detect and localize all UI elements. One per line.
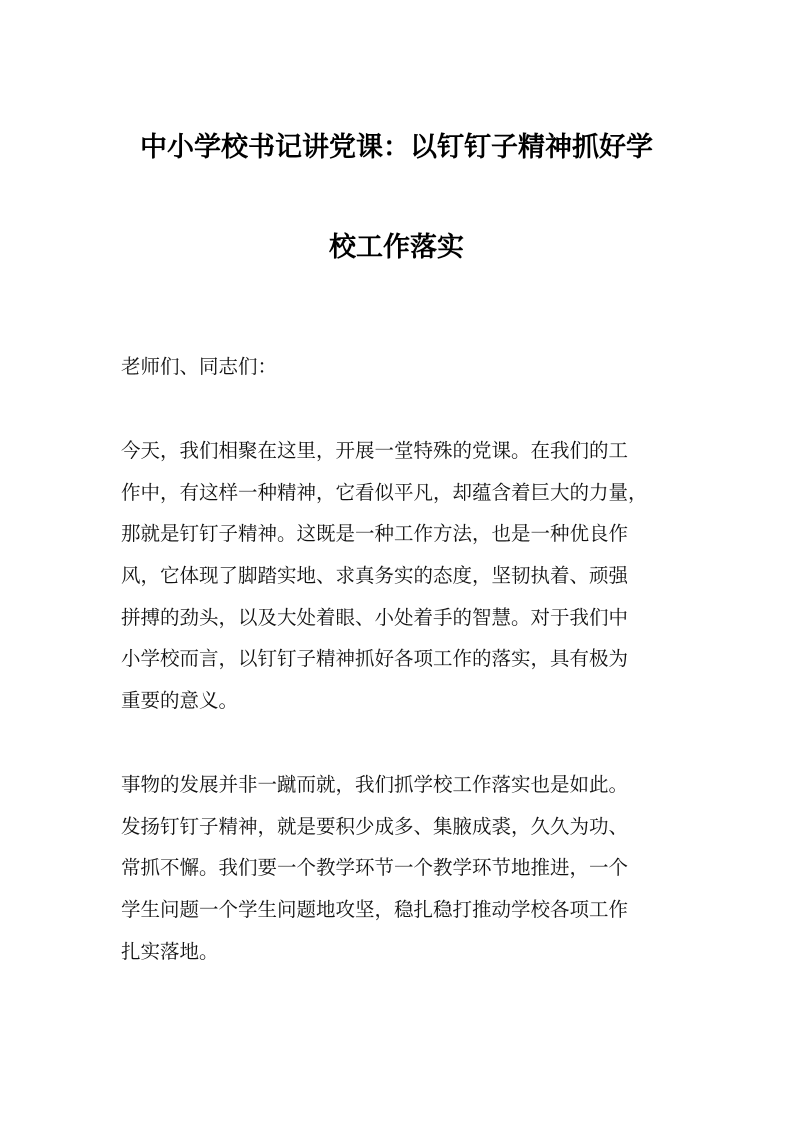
paragraph-line: 事物的发展并非一蹴而就，我们抓学校工作落实也是如此。 <box>121 773 629 796</box>
paragraph-line: 作中，有这样一种精神，它看似平凡，却蕴含着巨大的力量， <box>121 480 648 504</box>
paragraph-line: 今天，我们相聚在这里，开展一堂特殊的党课。在我们的工 <box>121 439 629 462</box>
paragraph-line: 那就是钉钉子精神。这既是一种工作方法，也是一种优良作 <box>121 522 629 546</box>
paragraph-line: 学生问题一个学生问题地攻坚，稳扎稳打推动学校各项工作 <box>121 898 629 922</box>
paragraph-line: 发扬钉钉子精神，就是要积少成多、集腋成裘，久久为功、 <box>121 814 629 838</box>
paragraph-1 <box>121 430 681 722</box>
salutation-text: 老师们、同志们： <box>121 355 278 378</box>
paragraph-line: 扎实落地。 <box>121 939 219 963</box>
document-title-line-1: 中小学校书记讲党课：以钉钉子精神抓好学 <box>140 132 653 163</box>
salutation <box>121 346 681 388</box>
paragraph-line: 常抓不懈。我们要一个教学环节一个教学环节地推进，一个 <box>121 856 629 880</box>
paragraph-line: 小学校而言，以钉钉子精神抓好各项工作的落实，具有极为 <box>121 647 629 671</box>
paragraph-line: 重要的意义。 <box>121 689 239 713</box>
paragraph-2 <box>121 764 681 972</box>
paragraph-line: 风，它体现了脚踏实地、求真务实的态度，坚韧执着、顽强 <box>121 564 629 588</box>
document-title-line-2: 校工作落实 <box>329 232 464 263</box>
paragraph-line: 拼搏的劲头，以及大处着眼、小处着手的智慧。对于我们中 <box>121 605 629 629</box>
